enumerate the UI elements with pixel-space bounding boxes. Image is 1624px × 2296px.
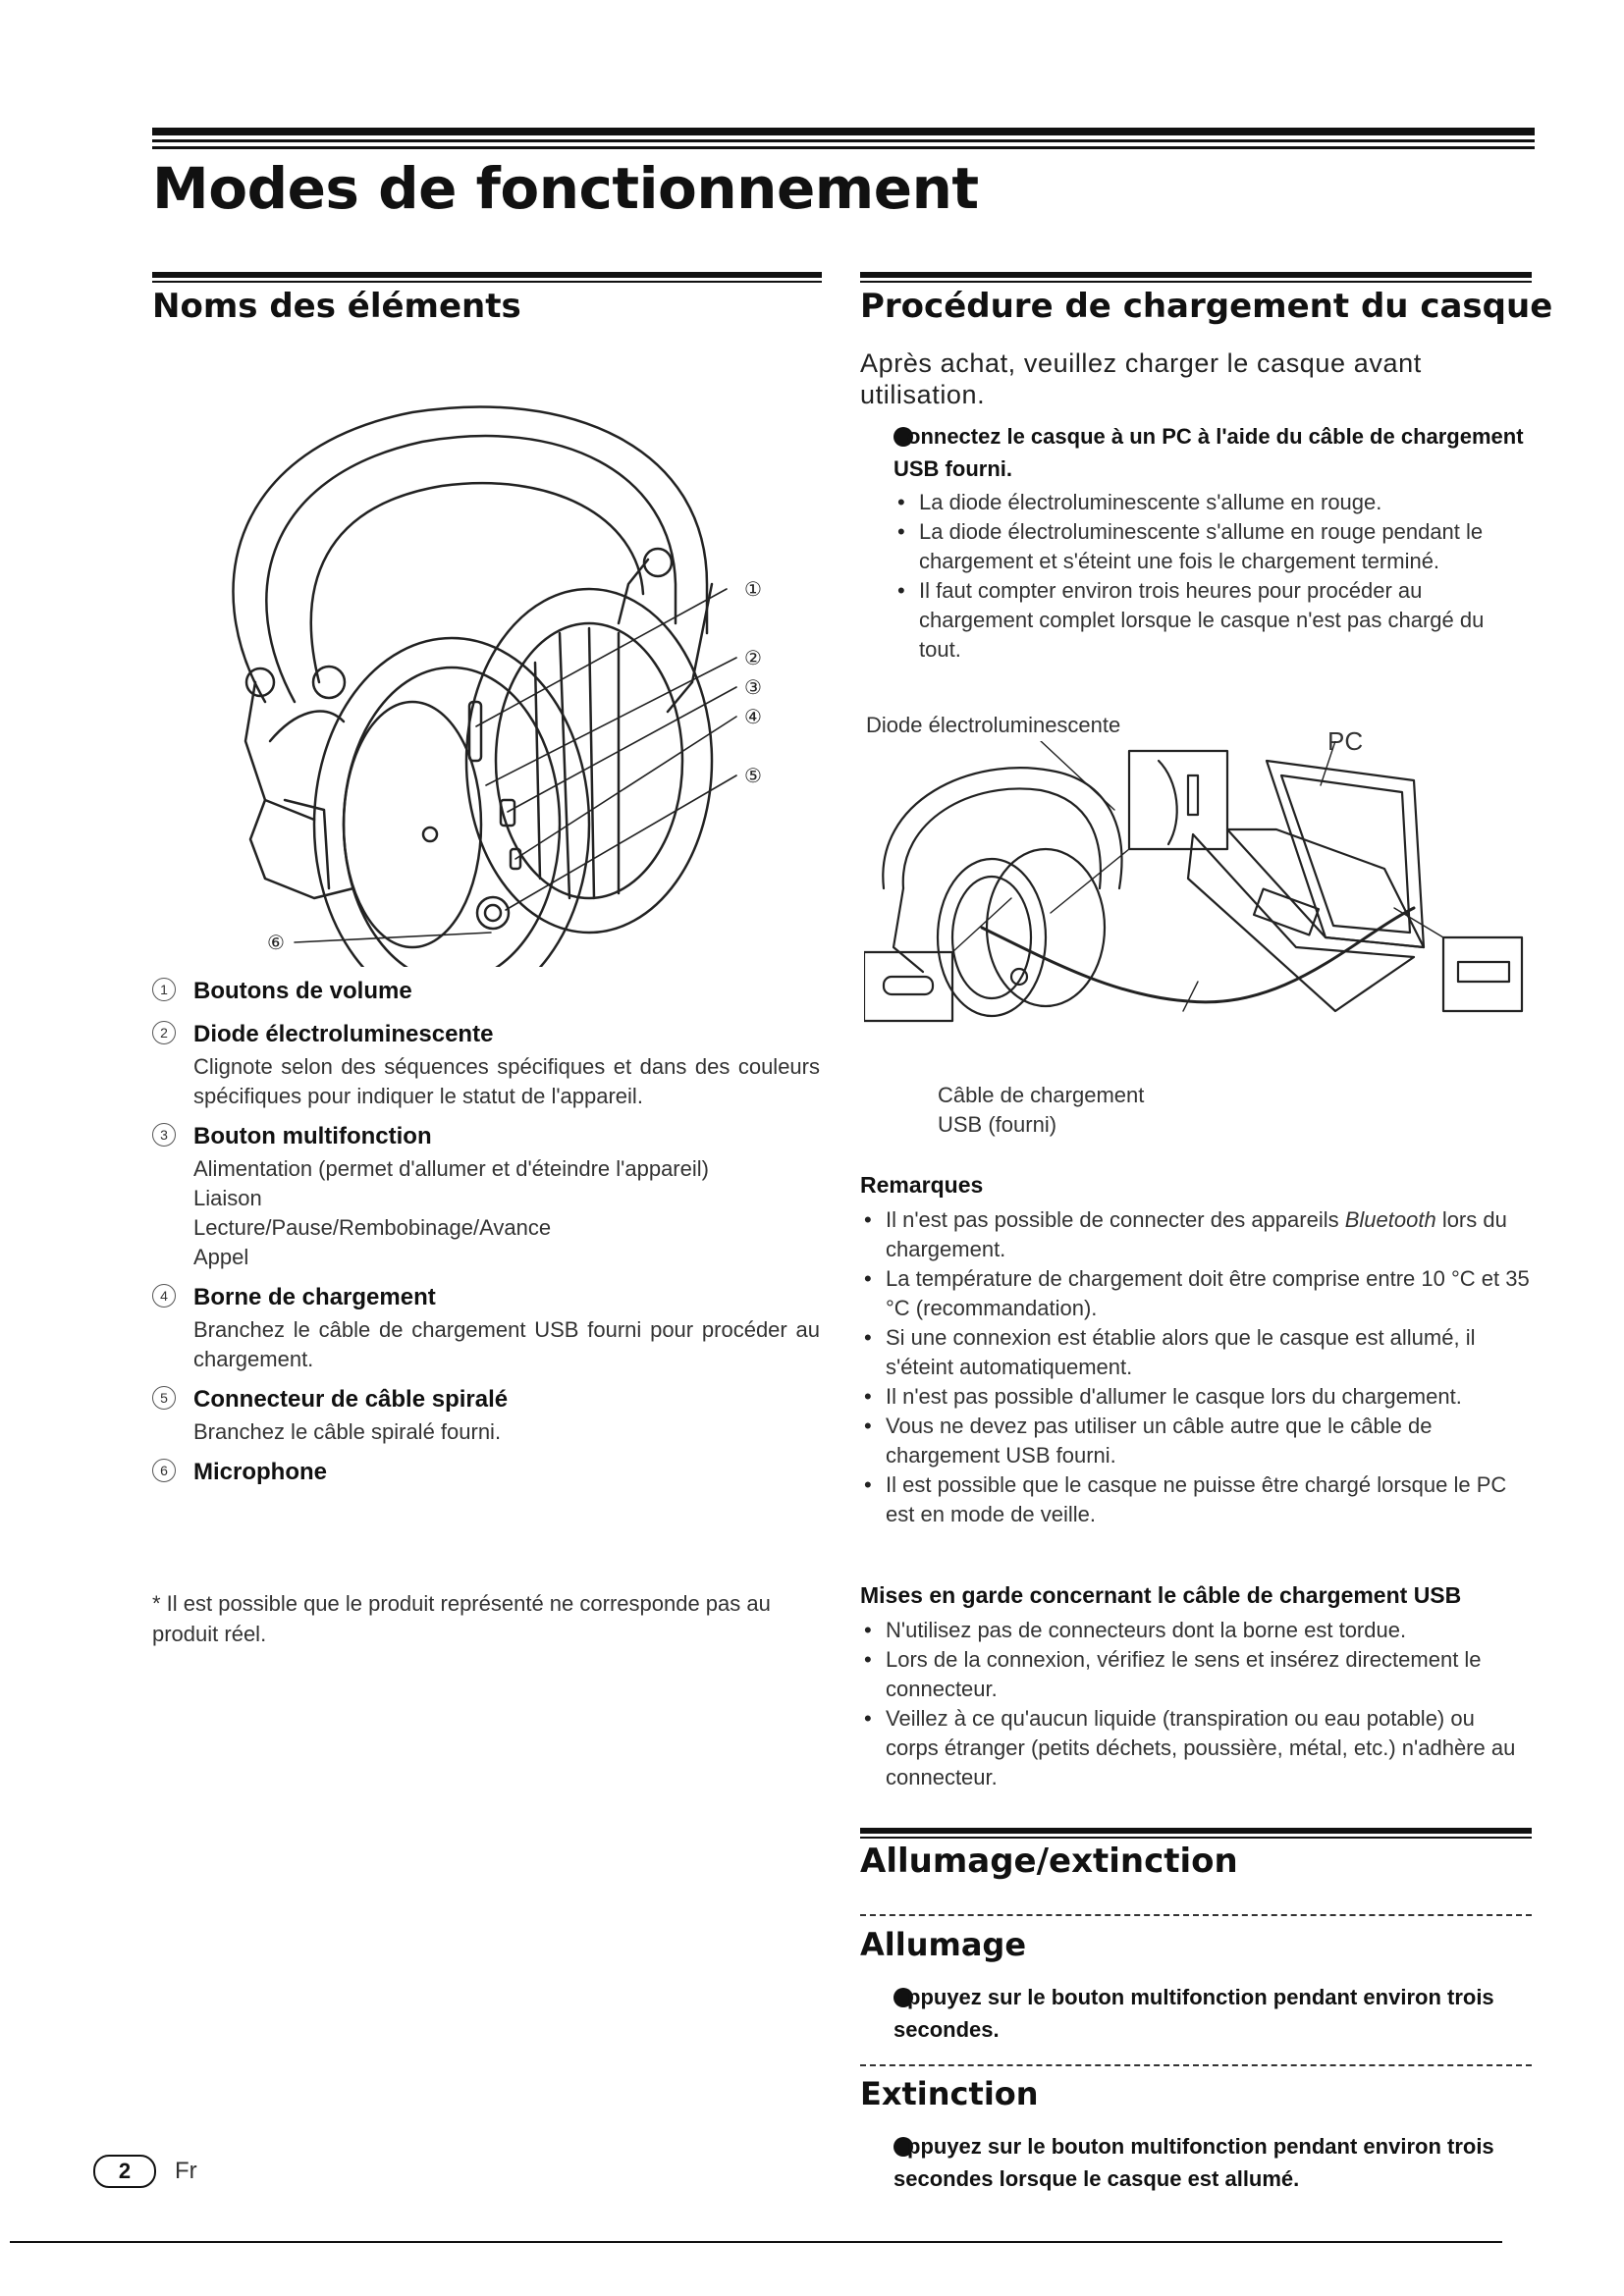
title-rule (152, 128, 1535, 149)
part-description: Alimentation (permet d'allumer et d'éteindre l'appareil) Liaison Lecture/Pause/Rembobinage/Avance Appel (193, 1156, 709, 1269)
section-rule (152, 272, 822, 278)
power-on-step-text: ppuyez sur le bouton multifonction pendant environ trois secondes. (893, 1985, 1494, 2042)
part-name: Borne de chargement (193, 1284, 436, 1310)
part-description: Clignote selon des séquences spécifiques et dans des couleurs spécifiques pour indiquer le statut de l'appareil. (193, 1054, 820, 1108)
part-name: Bouton multifonction (193, 1123, 432, 1149)
dashed-divider (860, 1914, 1532, 1916)
part-name: Microphone (193, 1459, 327, 1485)
page-number: 2 (93, 2155, 156, 2188)
charging-intro: Après achat, veuillez charger le casque avant utilisation. (860, 348, 1422, 409)
list-item: • Il faut compter environ trois heures pour procéder au chargement complet lorsque le casque n'est pas chargé du tout. (893, 576, 1532, 665)
cautions-heading: Mises en garde concernant le câble de chargement USB (860, 1582, 1462, 1608)
part-name: Diode électroluminescente (193, 1021, 494, 1047)
list-item: • La diode électroluminescente s'allume en rouge pendant le chargement et s'éteint une fois le chargement terminé. (893, 517, 1532, 576)
remark-text: Il n'est pas possible de connecter des appareils (886, 1207, 1339, 1232)
part-item (152, 1455, 820, 1490)
cautions-bullets (860, 1616, 1532, 1792)
part-name: Connecteur de câble spiralé (193, 1386, 509, 1413)
part-number: 1 (152, 978, 176, 1001)
power-on-step (893, 1981, 1532, 2046)
part-name: Boutons de volume (193, 978, 412, 1004)
section-rule (860, 272, 1532, 278)
section-heading-parts: Noms des éléments (152, 287, 521, 326)
part-description: Branchez le câble spiralé fourni. (193, 1419, 502, 1444)
callout-5: ⑤ (744, 764, 762, 787)
page-title: Modes de fonctionnement (152, 155, 979, 222)
callout-4: ④ (744, 705, 762, 728)
led-label: Diode électroluminescente (866, 713, 1121, 737)
parts-list (152, 974, 820, 1498)
list-item: • Vous ne devez pas utiliser un câble autre que le câble de chargement USB fourni. (860, 1412, 1532, 1470)
callout-6: ⑥ (267, 931, 285, 954)
list-item: • La température de chargement doit être comprise entre 10 °C et 35 °C (recommandation). (860, 1264, 1532, 1323)
cable-label-line2: USB (fourni) (938, 1112, 1057, 1137)
list-item: • Veillez à ce qu'aucun liquide (transpiration ou eau potable) ou corps étranger (petits déchets, poussière, métal, etc.) n'adhère au connecteur. (860, 1704, 1532, 1792)
charging-illustration (864, 741, 1532, 1075)
part-number: 5 (152, 1386, 176, 1410)
power-off-step (893, 2130, 1532, 2195)
list-item: • Il est possible que le casque ne puisse être chargé lorsque le PC est en mode de veille. (860, 1470, 1532, 1529)
subheading-power-off: Extinction (860, 2075, 1039, 2112)
subheading-power-on: Allumage (860, 1926, 1027, 1963)
callout-2: ② (744, 646, 762, 669)
remarks-bullets (860, 1205, 1532, 1529)
section-heading-charging: Procédure de chargement du casque (860, 287, 1553, 326)
charging-bullets (893, 488, 1532, 665)
part-item (152, 1017, 820, 1111)
part-number: 3 (152, 1123, 176, 1147)
bluetooth-term: Bluetooth (1344, 1207, 1436, 1232)
part-item (152, 974, 820, 1009)
power-off-step-text: ppuyez sur le bouton multifonction pendant environ trois secondes lorsque le casque est allumé. (893, 2134, 1494, 2191)
remarks-heading: Remarques (860, 1172, 984, 1198)
cable-label-line1: Câble de chargement (938, 1083, 1145, 1107)
list-item: • N'utilisez pas de connecteurs dont la borne est tordue. (860, 1616, 1532, 1645)
callout-1: ① (744, 577, 762, 601)
callout-3: ③ (744, 675, 762, 699)
language-code: Fr (175, 2158, 197, 2184)
part-item (152, 1280, 820, 1374)
list-item: • Lors de la connexion, vérifiez le sens et insérez directement le connecteur. (860, 1645, 1532, 1704)
remark-text: lors du chargement. (886, 1207, 1507, 1261)
list-item (860, 1205, 1532, 1264)
part-number: 2 (152, 1021, 176, 1044)
section-heading-power: Allumage/extinction (860, 1842, 1238, 1881)
list-item: • Il n'est pas possible d'allumer le casque lors du chargement. (860, 1382, 1532, 1412)
headphones-illustration (157, 388, 825, 967)
footnote: * Il est possible que le produit représenté ne corresponde pas au produit réel. (152, 1591, 771, 1646)
charging-step-text: onnectez le casque à un PC à l'aide du câble de chargement USB fourni. (893, 424, 1524, 481)
part-item (152, 1382, 820, 1447)
pc-label: PC (1327, 726, 1364, 756)
part-item (152, 1119, 820, 1272)
part-description: Branchez le câble de chargement USB fourni pour procéder au chargement. (193, 1317, 820, 1371)
section-rule (860, 1828, 1532, 1834)
dashed-divider (860, 2064, 1532, 2066)
list-item: • Si une connexion est établie alors que le casque est allumé, il s'éteint automatiquement. (860, 1323, 1532, 1382)
charging-step (893, 420, 1532, 485)
bottom-rule (10, 2241, 1502, 2243)
list-item: • La diode électroluminescente s'allume en rouge. (893, 488, 1532, 517)
part-number: 6 (152, 1459, 176, 1482)
part-number: 4 (152, 1284, 176, 1308)
